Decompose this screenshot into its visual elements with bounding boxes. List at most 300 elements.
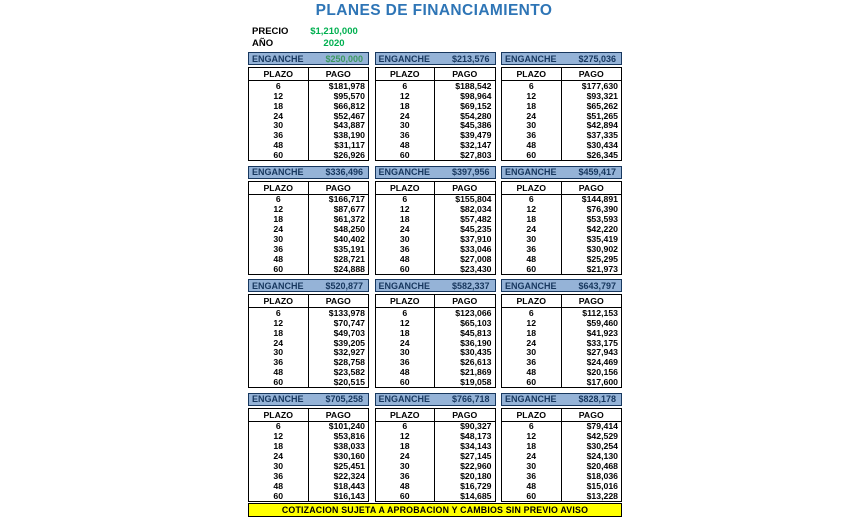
enganche-header-bar [375,166,496,179]
pago-value: $144,891 [581,194,618,205]
payment-row [502,357,621,367]
pago-value: $37,910 [460,233,492,244]
enganche-label: ENGANCHE [505,167,557,177]
plazo-value: 24 [249,338,309,348]
payment-row [376,130,495,140]
payment-row [376,224,495,234]
plazo-value: 60 [376,264,436,274]
pago-value: $98,964 [460,90,492,101]
pago-value: $133,978 [328,307,365,318]
pago-value: $26,613 [460,357,492,368]
plan-card [248,393,369,502]
payment-row [249,111,368,121]
plan-card [248,279,369,388]
plazo-value: 12 [502,91,562,101]
pago-value: $16,729 [460,480,492,491]
plazo-value: 36 [249,357,309,367]
payment-row [249,91,368,101]
pago-value: $28,721 [333,253,365,264]
plazo-value: 12 [249,431,309,441]
plazo-value: 36 [376,130,436,140]
payment-row [249,244,368,254]
plazo-value: 12 [502,431,562,441]
plazo-value: 30 [376,348,436,358]
enganche-label: ENGANCHE [505,280,557,291]
plazo-value: 36 [502,357,562,367]
pago-value: $40,402 [333,233,365,244]
payment-row [502,244,621,254]
plazo-value: 30 [249,348,309,358]
pago-value: $53,816 [333,431,365,442]
pago-value: $70,747 [333,317,365,328]
enganche-value: $459,417 [578,167,616,177]
enganche-label: ENGANCHE [252,394,304,404]
pago-value: $24,130 [586,451,618,462]
disclaimer-banner: COTIZACION SUJETA A APROBACION Y CAMBIOS SIN PREVIO AVISO [248,503,622,517]
pago-value: $177,630 [581,80,618,91]
payment-row [502,101,621,111]
enganche-label: ENGANCHE [252,280,304,291]
plazo-value: 18 [249,101,309,111]
payment-row [376,328,495,338]
enganche-header-bar [501,166,622,179]
payment-table-header-row [376,409,495,422]
payment-table [248,294,369,388]
plazo-value: 60 [249,264,309,274]
plazo-value: 6 [502,81,562,91]
payment-table-header-row [376,295,495,308]
payment-row [249,214,368,224]
pago-column-header: PAGO [325,69,351,79]
plazo-value: 30 [502,461,562,471]
plazo-column-header: PLAZO [249,295,309,307]
page-title: PLANES DE FINANCIAMIENTO [315,2,553,19]
plazo-value: 48 [249,481,309,491]
plazo-value: 12 [376,91,436,101]
plazo-value: 12 [502,204,562,214]
pago-value: $155,804 [455,194,492,205]
payment-row [249,338,368,348]
payment-table-header-row [502,182,621,195]
plan-card [375,52,496,161]
pago-value: $188,542 [455,80,492,91]
enganche-value: $828,178 [578,394,616,404]
plazo-value: 36 [502,471,562,481]
pago-value: $65,262 [586,100,618,111]
payment-row [249,451,368,461]
enganche-label: ENGANCHE [378,167,431,177]
payment-row [502,491,621,501]
pago-value: $181,978 [328,80,365,91]
pago-value: $41,923 [586,327,618,338]
plazo-value: 24 [502,111,562,121]
enganche-value: $582,337 [451,280,490,291]
pago-column-header: PAGO [578,182,604,193]
pago-column-header: PAGO [452,409,478,420]
payment-row [502,308,621,318]
payment-table [375,294,496,388]
plazo-column-header: PLAZO [376,295,436,307]
pago-value: $27,145 [460,451,492,462]
payment-row [502,150,621,160]
plan-card [375,279,496,388]
pago-value: $25,451 [333,460,365,471]
enganche-label: ENGANCHE [378,280,431,291]
plazo-value: 36 [376,357,436,367]
plan-card [501,393,622,502]
plazo-value: 6 [376,308,436,318]
pago-value: $27,943 [586,347,618,358]
payment-table-header-row [249,295,368,308]
payment-row [376,348,495,358]
pago-value: $37,335 [586,130,618,141]
plazo-value: 18 [502,441,562,451]
payment-row [376,357,495,367]
pago-value: $101,240 [328,421,365,432]
payment-row [249,121,368,131]
plan-card [248,166,369,275]
payment-table [501,294,622,388]
payment-row [376,81,495,91]
plazo-value: 60 [502,491,562,501]
pago-value: $32,927 [333,347,365,358]
pago-value: $45,386 [460,120,492,131]
plazo-value: 30 [502,234,562,244]
plazo-value: 48 [249,367,309,377]
pago-column-header: PAGO [578,69,604,79]
price-year-info [252,25,369,49]
payment-row [249,195,368,205]
pago-value: $42,894 [586,120,618,131]
payment-table-header-row [249,182,368,195]
payment-row [249,234,368,244]
plazo-value: 30 [502,348,562,358]
payment-row [502,81,621,91]
payment-row [249,461,368,471]
plazo-value: 18 [249,328,309,338]
payment-row [376,377,495,387]
pago-value: $24,469 [586,357,618,368]
pago-value: $21,869 [460,367,492,378]
pago-column-header: PAGO [325,296,351,306]
plazo-value: 24 [249,451,309,461]
enganche-header-bar [248,279,369,292]
payment-row [376,308,495,318]
pago-value: $123,066 [455,307,492,318]
anio-label: AÑO [252,37,274,49]
payment-row [502,441,621,451]
payment-row [502,431,621,441]
pago-value: $45,813 [460,327,492,338]
pago-value: $53,593 [586,214,618,225]
payment-row [502,377,621,387]
payment-table [375,181,496,275]
enganche-header-bar [501,393,622,406]
plazo-value: 60 [502,377,562,387]
payment-row [249,471,368,481]
payment-row [376,431,495,441]
plazo-value: 48 [249,140,309,150]
payment-row [249,348,368,358]
enganche-label: ENGANCHE [252,167,304,177]
payment-row [502,140,621,150]
payment-row [249,254,368,264]
plazo-value: 60 [249,491,309,501]
payment-row [249,150,368,160]
pago-value: $22,324 [333,470,365,481]
plazo-value: 6 [249,81,309,91]
plan-card [501,166,622,275]
pago-value: $21,973 [586,263,618,274]
plazo-value: 6 [249,422,309,432]
plazo-value: 36 [376,471,436,481]
plazo-value: 48 [502,140,562,150]
plazo-value: 36 [249,244,309,254]
precio-value: $1,210,000 [310,25,358,37]
anio-value: 2020 [323,37,345,49]
plazo-value: 12 [376,431,436,441]
payment-row [249,367,368,377]
payment-table [375,67,496,161]
payment-row [376,204,495,214]
plazo-value: 48 [502,367,562,377]
payment-row [376,101,495,111]
plazo-value: 24 [502,338,562,348]
payment-row [376,150,495,160]
pago-column-header: PAGO [578,296,604,306]
pago-value: $27,803 [460,150,492,161]
payment-row [502,348,621,358]
plazo-value: 30 [502,121,562,131]
enganche-value: $275,036 [578,53,616,64]
payment-row [376,338,495,348]
pago-value: $30,434 [586,140,618,151]
payment-table [501,67,622,161]
plazo-column-header: PLAZO [249,409,309,421]
plazo-value: 24 [376,451,436,461]
pago-value: $33,175 [586,337,618,348]
plazo-value: 6 [502,422,562,432]
plazo-value: 18 [376,441,436,451]
plazo-value: 24 [249,224,309,234]
payment-table [248,408,369,502]
precio-row [252,25,369,37]
enganche-label: ENGANCHE [378,394,431,404]
plazo-value: 36 [502,130,562,140]
pago-value: $24,888 [333,263,365,274]
payment-row [376,254,495,264]
payment-row [376,244,495,254]
pago-value: $16,143 [333,490,365,501]
pago-value: $35,191 [333,243,365,254]
payment-row [502,471,621,481]
payment-row [502,214,621,224]
pago-column-header: PAGO [452,296,478,306]
pago-value: $30,160 [333,451,365,462]
pago-value: $30,435 [460,347,492,358]
payment-row [376,111,495,121]
payment-row [376,140,495,150]
plazo-value: 18 [249,214,309,224]
payment-row [376,422,495,432]
payment-row [376,367,495,377]
plazo-value: 48 [376,140,436,150]
pago-value: $15,016 [586,480,618,491]
plazo-value: 6 [502,308,562,318]
pago-value: $87,677 [333,204,365,215]
pago-value: $34,143 [460,441,492,452]
pago-value: $31,117 [334,140,365,151]
payment-table-header-row [502,295,621,308]
precio-label: PRECIO [252,25,289,37]
plazo-value: 18 [502,101,562,111]
pago-value: $23,430 [460,263,492,274]
payment-row [502,234,621,244]
plazo-column-header: PLAZO [502,182,562,194]
plazo-value: 6 [376,81,436,91]
pago-value: $17,600 [586,377,618,388]
pago-value: $27,008 [460,253,492,264]
pago-value: $28,758 [333,357,365,368]
pago-value: $14,685 [460,490,492,501]
plazo-value: 12 [376,318,436,328]
payment-row [376,491,495,501]
payment-table [248,181,369,275]
plazo-column-header: PLAZO [376,68,436,80]
payment-table [248,67,369,161]
pago-column-header: PAGO [578,409,604,420]
plazo-value: 48 [376,254,436,264]
plazo-value: 18 [376,101,436,111]
payment-row [502,338,621,348]
payment-row [249,224,368,234]
payment-row [249,140,368,150]
plan-card [375,166,496,275]
plazo-value: 30 [376,234,436,244]
payment-table-header-row [376,182,495,195]
plazo-value: 60 [502,264,562,274]
payment-row [502,481,621,491]
payment-row [249,328,368,338]
plazo-column-header: PLAZO [502,295,562,307]
plazo-value: 30 [249,461,309,471]
pago-value: $52,467 [333,110,365,121]
plazo-value: 60 [376,491,436,501]
payment-row [502,254,621,264]
enganche-label: ENGANCHE [505,53,557,64]
enganche-value: $766,718 [451,394,490,404]
payment-row [376,461,495,471]
plazo-value: 36 [249,130,309,140]
plazo-value: 18 [502,328,562,338]
plazo-column-header: PLAZO [502,68,562,80]
pago-value: $38,190 [333,130,365,141]
payment-table-header-row [502,409,621,422]
payment-row [249,308,368,318]
payment-row [376,441,495,451]
pago-value: $20,180 [460,470,492,481]
pago-value: $26,926 [333,150,365,161]
pago-value: $30,902 [586,243,618,254]
payment-table-header-row [249,68,368,81]
pago-value: $26,345 [586,150,618,161]
plazo-value: 30 [376,121,436,131]
plazo-value: 60 [249,377,309,387]
plazo-value: 36 [249,471,309,481]
pago-value: $48,250 [333,224,365,235]
plazo-value: 6 [249,195,309,205]
payment-row [502,195,621,205]
plazo-column-header: PLAZO [249,182,309,194]
plazo-value: 48 [376,367,436,377]
plazo-value: 12 [249,204,309,214]
plan-card [375,393,496,502]
payment-row [376,91,495,101]
payment-row [502,204,621,214]
pago-value: $36,190 [460,337,492,348]
anio-row [252,37,369,49]
enganche-header-bar [501,52,622,65]
pago-value: $90,327 [460,421,492,432]
plazo-value: 24 [502,451,562,461]
payment-row [249,377,368,387]
pago-value: $166,717 [328,194,365,205]
payment-row [249,81,368,91]
payment-table-header-row [376,68,495,81]
payment-row [249,264,368,274]
pago-value: $42,529 [586,431,618,442]
enganche-value: $705,258 [325,394,363,404]
payment-table-header-row [502,68,621,81]
enganche-value: $520,877 [325,280,363,291]
plazo-value: 24 [249,111,309,121]
plan-card [501,52,622,161]
payment-row [502,461,621,471]
payment-row [249,481,368,491]
pago-value: $20,515 [333,377,365,388]
enganche-value: $643,797 [578,280,616,291]
pago-value: $61,372 [333,214,365,225]
payment-row [502,318,621,328]
pago-value: $19,058 [460,377,492,388]
plazo-value: 60 [376,377,436,387]
payment-row [502,121,621,131]
payment-row [249,431,368,441]
payment-row [249,357,368,367]
plazo-value: 12 [249,318,309,328]
plazo-value: 6 [376,422,436,432]
pago-value: $112,153 [582,307,618,318]
plazo-value: 30 [376,461,436,471]
enganche-header-bar [248,393,369,406]
plazo-value: 30 [249,234,309,244]
plazo-value: 48 [376,481,436,491]
pago-column-header: PAGO [452,69,478,79]
payment-row [249,422,368,432]
pago-value: $33,046 [460,243,492,254]
plazo-value: 36 [376,244,436,254]
plazo-column-header: PLAZO [376,182,436,194]
plazo-column-header: PLAZO [249,68,309,80]
pago-value: $76,390 [586,204,618,215]
pago-value: $30,254 [586,441,618,452]
payment-row [502,91,621,101]
enganche-value: $250,000 [325,53,363,64]
pago-value: $13,228 [586,490,618,501]
payment-row [376,264,495,274]
payment-row [376,471,495,481]
payment-row [376,121,495,131]
